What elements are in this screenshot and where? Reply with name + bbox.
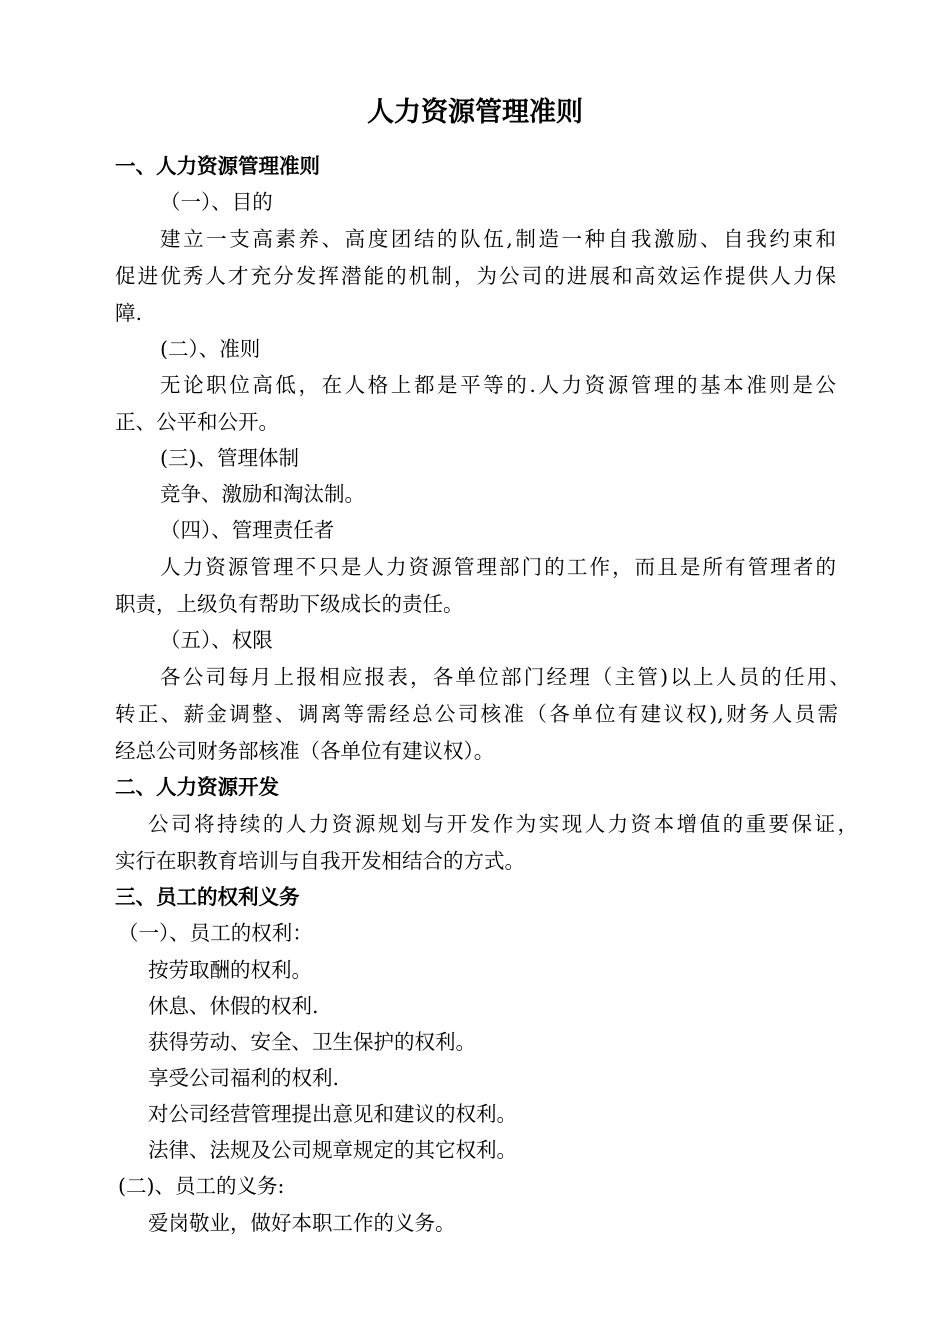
sub-heading-purpose: （一）、目的 xyxy=(160,190,273,214)
paragraph-line: 无论职位高低，在人格上都是平等的.人力资源管理的基本准则是公 xyxy=(160,373,836,397)
sub-heading-responsible: （四）、管理责任者 xyxy=(160,518,335,542)
paragraph-line: 建立一支高素养、高度团结的队伍,制造一种自我激励、自我约束和 xyxy=(160,227,836,251)
paragraph-line: 人力资源管理不只是人力资源管理部门的工作，而且是所有管理者的 xyxy=(160,555,836,579)
list-item: 法律、法规及公司规章规定的其它权利。 xyxy=(148,1138,517,1162)
paragraph-line: 竞争、激励和淘汰制。 xyxy=(160,482,365,506)
sub-heading-rights: （一）、员工的权利： xyxy=(118,921,313,945)
list-item: 享受公司福利的权利. xyxy=(148,1066,340,1090)
paragraph-line: 障. xyxy=(115,301,143,325)
paragraph-line: 职责，上级负有帮助下级成长的责任。 xyxy=(115,592,464,616)
list-item: 按劳取酬的权利。 xyxy=(148,958,312,982)
paragraph-line: 公司将持续的人力资源规划与开发作为实现人力资本增值的重要保证， xyxy=(148,812,858,836)
list-item: 获得劳动、安全、卫生保护的权利。 xyxy=(148,1030,476,1054)
list-item: 爱岗敬业，做好本职工作的义务。 xyxy=(148,1211,456,1235)
sub-heading-principles: (二）、准则 xyxy=(160,337,261,361)
section-2-heading: 二、人力资源开发 xyxy=(115,775,279,799)
list-item: 休息、休假的权利. xyxy=(148,994,319,1018)
sub-heading-duties: (二)、员工的义务: xyxy=(118,1174,285,1198)
sub-heading-authority: （五）、权限 xyxy=(160,628,273,652)
section-3-heading: 三、员工的权利义务 xyxy=(115,885,300,909)
paragraph-line: 转正、薪金调整、调离等需经总公司核准（各单位有建议权),财务人员需 xyxy=(115,702,838,726)
paragraph-line: 经总公司财务部核准（各单位有建议权）。 xyxy=(115,739,495,763)
paragraph-line: 促进优秀人才充分发挥潜能的机制，为公司的进展和高效运作提供人力保 xyxy=(115,264,836,288)
paragraph-line: 各公司每月上报相应报表，各单位部门经理（主管)以上人员的任用、 xyxy=(160,665,850,689)
sub-heading-system: (三)、管理体制 xyxy=(160,446,299,470)
paragraph-line: 实行在职教育培训与自我开发相结合的方式。 xyxy=(115,849,525,873)
document-title: 人力资源管理准则 xyxy=(367,97,583,128)
section-1-heading: 一、人力资源管理准则 xyxy=(115,154,320,178)
list-item: 对公司经营管理提出意见和建议的权利。 xyxy=(148,1102,517,1126)
paragraph-line: 正、公平和公开。 xyxy=(115,410,279,434)
